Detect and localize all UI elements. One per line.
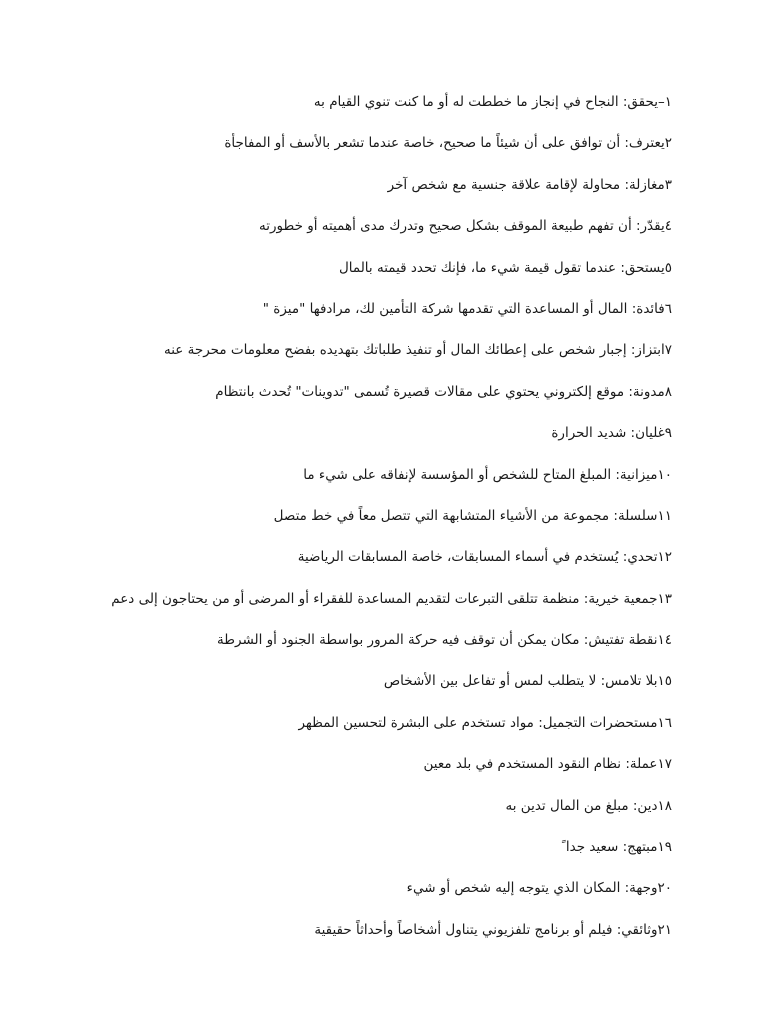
- glossary-entry-16: ١٦مستحضرات التجميل: مواد تستخدم على البشرة لتحسين المظهر: [298, 714, 672, 731]
- glossary-entry-12: ١٢تحدي: يُستخدم في أسماء المسابقات، خاصة المسابقات الرياضية: [297, 549, 672, 566]
- glossary-entry-11: ١١سلسلة: مجموعة من الأشياء المتشابهة التي تتصل معاً في خط متصل: [273, 507, 672, 524]
- glossary-entry-21: ٢١وثائقي: فيلم أو برنامج تلفزيوني يتناول أشخاصاً وأحداثاً حقيقية: [314, 921, 672, 938]
- glossary-entry-13: ١٣جمعية خيرية: منظمة تتلقى التبرعات لتقديم المساعدة للفقراء أو المرضى أو من يحتاجون إلى دعم: [111, 590, 672, 607]
- glossary-entry-9: ٩غليان: شديد الحرارة: [551, 425, 672, 442]
- glossary-entry-8: ٨مدونة: موقع إلكتروني يحتوي على مقالات قصيرة تُسمى "تدوينات" تُحدث بانتظام: [215, 383, 672, 400]
- glossary-entry-6: ٦فائدة: المال أو المساعدة التي تقدمها شركة التأمين لك، مرادفها "ميزة ": [262, 300, 672, 317]
- glossary-entry-3: ٣مغازلة: محاولة لإقامة علاقة جنسية مع شخص آخر: [387, 176, 672, 193]
- glossary-entry-2: ٢يعترف: أن توافق على أن شيئاً ما صحيح، خاصة عندما تشعر بالأسف أو المفاجأة: [224, 135, 672, 152]
- glossary-entry-5: ٥يستحق: عندما تقول قيمة شيء ما، فإنك تحدد قيمته بالمال: [338, 259, 672, 276]
- glossary-list: [32, 88, 672, 957]
- glossary-entry-1: ١–يحقق: النجاح في إنجاز ما خططت له أو ما كنت تنوي القيام به: [313, 94, 672, 110]
- glossary-entry-10: ١٠ميزانية: المبلغ المتاح للشخص أو المؤسسة لإنفاقه على شيء ما: [303, 466, 672, 483]
- glossary-entry-14: ١٤نقطة تفتيش: مكان يمكن أن توقف فيه حركة المرور بواسطة الجنود أو الشرطة: [217, 632, 672, 649]
- glossary-entry-18: ١٨دين: مبلغ من المال تدين به: [505, 797, 672, 814]
- glossary-entry-7: ٧ابتزاز: إجبار شخص على إعطائك المال أو تنفيذ طلباتك بتهديده بفضح معلومات محرجة عنه: [163, 342, 672, 359]
- glossary-entry-20: ٢٠وجهة: المكان الذي يتوجه إليه شخص أو شيء: [406, 880, 672, 897]
- glossary-entry-17: ١٧عملة: نظام النقود المستخدم في بلد معين: [423, 756, 672, 773]
- glossary-entry-15: ١٥بلا تلامس: لا يتطلب لمس أو تفاعل بين الأشخاص: [383, 673, 672, 690]
- glossary-entry-4: ٤يقدّر: أن تفهم طبيعة الموقف بشكل صحيح وتدرك مدى أهميته أو خطورته: [259, 218, 672, 235]
- glossary-entry-19: ١٩مبتهج: سعيد جدا ً: [561, 839, 672, 856]
